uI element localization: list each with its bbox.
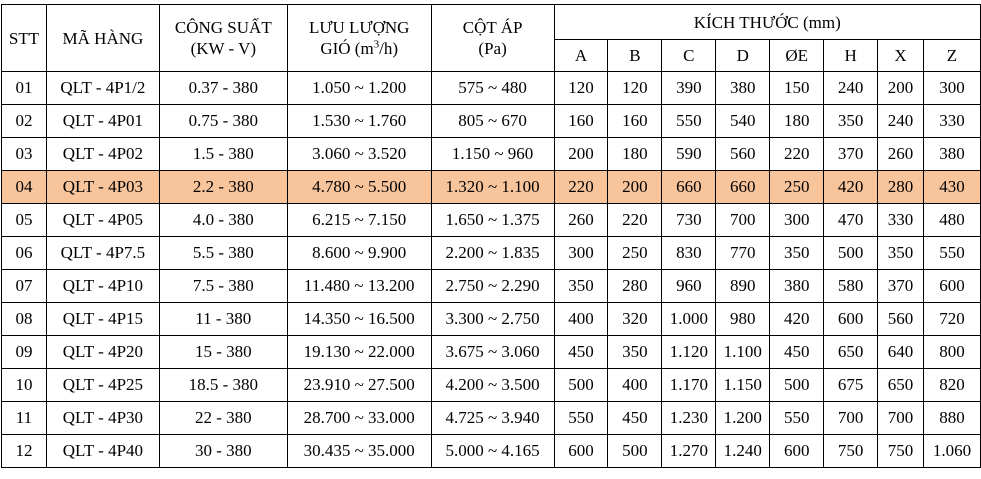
cell-dim-c: 390 <box>662 72 716 105</box>
header-row-1 <box>2 5 981 40</box>
cell-luu-luong: 19.130 ~ 22.000 <box>287 336 431 369</box>
cell-dim-z: 480 <box>923 204 980 237</box>
cell-stt: 04 <box>2 171 47 204</box>
cell-cong-suat: 15 - 380 <box>159 336 287 369</box>
cell-luu-luong: 4.780 ~ 5.500 <box>287 171 431 204</box>
cell-dim-x: 370 <box>878 270 924 303</box>
cell-dim-c: 830 <box>662 237 716 270</box>
table-row <box>2 402 981 435</box>
cell-dim-oe: 220 <box>770 138 824 171</box>
cell-cong-suat: 4.0 - 380 <box>159 204 287 237</box>
cell-luu-luong: 23.910 ~ 27.500 <box>287 369 431 402</box>
header-dim-c: C <box>662 40 716 72</box>
cell-dim-b: 280 <box>608 270 662 303</box>
cell-dim-c: 1.120 <box>662 336 716 369</box>
cell-dim-d: 560 <box>716 138 770 171</box>
table-row <box>2 72 981 105</box>
cell-dim-h: 650 <box>824 336 878 369</box>
cell-dim-x: 750 <box>878 435 924 468</box>
cell-dim-b: 350 <box>608 336 662 369</box>
cell-dim-c: 1.170 <box>662 369 716 402</box>
cell-stt: 01 <box>2 72 47 105</box>
cell-dim-b: 120 <box>608 72 662 105</box>
cell-dim-z: 880 <box>923 402 980 435</box>
header-dim-h: H <box>824 40 878 72</box>
cell-dim-x: 330 <box>878 204 924 237</box>
table-row <box>2 204 981 237</box>
header-dim-z: Z <box>923 40 980 72</box>
cell-stt: 12 <box>2 435 47 468</box>
cell-ma-hang: QLT - 4P02 <box>46 138 159 171</box>
cell-dim-b: 160 <box>608 105 662 138</box>
table-row <box>2 270 981 303</box>
cell-cong-suat: 7.5 - 380 <box>159 270 287 303</box>
cell-dim-d: 540 <box>716 105 770 138</box>
cell-dim-z: 550 <box>923 237 980 270</box>
cell-dim-a: 160 <box>554 105 608 138</box>
table-row <box>2 435 981 468</box>
cell-dim-a: 550 <box>554 402 608 435</box>
cell-dim-oe: 450 <box>770 336 824 369</box>
cell-dim-d: 660 <box>716 171 770 204</box>
cell-ma-hang: QLT - 4P25 <box>46 369 159 402</box>
cell-dim-h: 470 <box>824 204 878 237</box>
cell-dim-c: 1.230 <box>662 402 716 435</box>
cell-dim-h: 675 <box>824 369 878 402</box>
cell-dim-a: 260 <box>554 204 608 237</box>
table-row <box>2 105 981 138</box>
cell-dim-d: 980 <box>716 303 770 336</box>
table-row <box>2 237 981 270</box>
header-cot-ap-line1: CỘT ÁP <box>462 18 523 37</box>
cell-dim-x: 280 <box>878 171 924 204</box>
cell-stt: 11 <box>2 402 47 435</box>
cell-cong-suat: 22 - 380 <box>159 402 287 435</box>
table-body <box>2 72 981 468</box>
cell-dim-z: 330 <box>923 105 980 138</box>
cell-cot-ap: 2.750 ~ 2.290 <box>431 270 554 303</box>
cell-dim-a: 500 <box>554 369 608 402</box>
header-cong-suat-line1: CÔNG SUẤT <box>174 18 272 37</box>
cell-dim-x: 350 <box>878 237 924 270</box>
cell-luu-luong: 11.480 ~ 13.200 <box>287 270 431 303</box>
cell-dim-z: 600 <box>923 270 980 303</box>
cell-ma-hang: QLT - 4P01 <box>46 105 159 138</box>
cell-ma-hang: QLT - 4P30 <box>46 402 159 435</box>
cell-stt: 05 <box>2 204 47 237</box>
cell-dim-x: 240 <box>878 105 924 138</box>
cell-dim-x: 650 <box>878 369 924 402</box>
header-luu-luong-line2-sup: 3 <box>373 38 380 51</box>
cell-dim-a: 200 <box>554 138 608 171</box>
cell-dim-h: 350 <box>824 105 878 138</box>
cell-dim-c: 1.270 <box>662 435 716 468</box>
cell-luu-luong: 3.060 ~ 3.520 <box>287 138 431 171</box>
cell-ma-hang: QLT - 4P40 <box>46 435 159 468</box>
cell-dim-d: 1.200 <box>716 402 770 435</box>
cell-dim-x: 200 <box>878 72 924 105</box>
cell-dim-c: 660 <box>662 171 716 204</box>
table-row <box>2 138 981 171</box>
cell-dim-b: 450 <box>608 402 662 435</box>
cell-dim-b: 400 <box>608 369 662 402</box>
cell-luu-luong: 1.050 ~ 1.200 <box>287 72 431 105</box>
cell-stt: 06 <box>2 237 47 270</box>
header-luu-luong-line2-pre: GIÓ (m <box>320 39 374 58</box>
cell-dim-d: 380 <box>716 72 770 105</box>
cell-dim-c: 1.000 <box>662 303 716 336</box>
cell-cot-ap: 2.200 ~ 1.835 <box>431 237 554 270</box>
cell-dim-d: 700 <box>716 204 770 237</box>
cell-dim-h: 700 <box>824 402 878 435</box>
cell-cong-suat: 11 - 380 <box>159 303 287 336</box>
header-luu-luong-line2-post: /h) <box>379 39 399 58</box>
header-dim-oe: ØE <box>770 40 824 72</box>
cell-dim-a: 450 <box>554 336 608 369</box>
cell-dim-oe: 550 <box>770 402 824 435</box>
cell-dim-a: 400 <box>554 303 608 336</box>
cell-cot-ap: 1.150 ~ 960 <box>431 138 554 171</box>
cell-dim-a: 220 <box>554 171 608 204</box>
cell-dim-c: 550 <box>662 105 716 138</box>
cell-dim-z: 300 <box>923 72 980 105</box>
cell-cot-ap: 1.650 ~ 1.375 <box>431 204 554 237</box>
cell-cong-suat: 18.5 - 380 <box>159 369 287 402</box>
cell-luu-luong: 30.435 ~ 35.000 <box>287 435 431 468</box>
cell-cot-ap: 3.675 ~ 3.060 <box>431 336 554 369</box>
cell-dim-z: 430 <box>923 171 980 204</box>
cell-cot-ap: 575 ~ 480 <box>431 72 554 105</box>
cell-stt: 02 <box>2 105 47 138</box>
cell-dim-b: 220 <box>608 204 662 237</box>
cell-cot-ap: 1.320 ~ 1.100 <box>431 171 554 204</box>
table-row <box>2 369 981 402</box>
table-row <box>2 336 981 369</box>
cell-stt: 03 <box>2 138 47 171</box>
cell-cot-ap: 4.200 ~ 3.500 <box>431 369 554 402</box>
header-dim-x: X <box>878 40 924 72</box>
cell-luu-luong: 6.215 ~ 7.150 <box>287 204 431 237</box>
cell-dim-h: 240 <box>824 72 878 105</box>
cell-dim-d: 1.150 <box>716 369 770 402</box>
cell-cong-suat: 2.2 - 380 <box>159 171 287 204</box>
cell-dim-d: 890 <box>716 270 770 303</box>
cell-dim-h: 420 <box>824 171 878 204</box>
cell-dim-d: 770 <box>716 237 770 270</box>
cell-cot-ap: 805 ~ 670 <box>431 105 554 138</box>
cell-dim-x: 640 <box>878 336 924 369</box>
spec-table <box>1 4 981 468</box>
header-stt: STT <box>2 5 47 72</box>
cell-cong-suat: 0.75 - 380 <box>159 105 287 138</box>
cell-cong-suat: 5.5 - 380 <box>159 237 287 270</box>
cell-dim-b: 180 <box>608 138 662 171</box>
header-kich-thuoc: KÍCH THƯỚC (mm) <box>554 5 980 40</box>
cell-dim-z: 380 <box>923 138 980 171</box>
cell-ma-hang: QLT - 4P7.5 <box>46 237 159 270</box>
cell-dim-b: 500 <box>608 435 662 468</box>
cell-dim-x: 260 <box>878 138 924 171</box>
cell-stt: 09 <box>2 336 47 369</box>
cell-ma-hang: QLT - 4P05 <box>46 204 159 237</box>
cell-ma-hang: QLT - 4P03 <box>46 171 159 204</box>
cell-dim-x: 560 <box>878 303 924 336</box>
cell-dim-h: 370 <box>824 138 878 171</box>
cell-dim-a: 300 <box>554 237 608 270</box>
cell-ma-hang: QLT - 4P10 <box>46 270 159 303</box>
cell-dim-d: 1.100 <box>716 336 770 369</box>
table-row <box>2 303 981 336</box>
cell-dim-oe: 500 <box>770 369 824 402</box>
cell-dim-z: 1.060 <box>923 435 980 468</box>
cell-dim-oe: 250 <box>770 171 824 204</box>
cell-cot-ap: 4.725 ~ 3.940 <box>431 402 554 435</box>
cell-stt: 10 <box>2 369 47 402</box>
header-dim-d: D <box>716 40 770 72</box>
cell-dim-c: 960 <box>662 270 716 303</box>
cell-dim-x: 700 <box>878 402 924 435</box>
cell-dim-z: 820 <box>923 369 980 402</box>
cell-dim-oe: 350 <box>770 237 824 270</box>
cell-dim-a: 120 <box>554 72 608 105</box>
cell-dim-c: 590 <box>662 138 716 171</box>
cell-stt: 08 <box>2 303 47 336</box>
cell-luu-luong: 28.700 ~ 33.000 <box>287 402 431 435</box>
cell-dim-h: 580 <box>824 270 878 303</box>
header-cong-suat-line2: (KW - V) <box>190 39 257 58</box>
cell-cong-suat: 1.5 - 380 <box>159 138 287 171</box>
cell-ma-hang: QLT - 4P15 <box>46 303 159 336</box>
cell-cong-suat: 0.37 - 380 <box>159 72 287 105</box>
cell-dim-oe: 600 <box>770 435 824 468</box>
header-dim-a: A <box>554 40 608 72</box>
header-luu-luong-line1: LƯU LƯỢNG <box>308 18 410 37</box>
cell-dim-oe: 150 <box>770 72 824 105</box>
cell-dim-a: 600 <box>554 435 608 468</box>
header-luu-luong-line2 <box>288 38 431 59</box>
header-ma-hang: MÃ HÀNG <box>46 5 159 72</box>
cell-stt: 07 <box>2 270 47 303</box>
cell-luu-luong: 8.600 ~ 9.900 <box>287 237 431 270</box>
table-row <box>2 171 981 204</box>
header-cot-ap-line2: (Pa) <box>478 39 507 58</box>
cell-dim-b: 320 <box>608 303 662 336</box>
header-cot-ap <box>431 5 554 72</box>
cell-dim-h: 750 <box>824 435 878 468</box>
cell-cong-suat: 30 - 380 <box>159 435 287 468</box>
cell-cot-ap: 5.000 ~ 4.165 <box>431 435 554 468</box>
cell-dim-h: 600 <box>824 303 878 336</box>
cell-dim-d: 1.240 <box>716 435 770 468</box>
cell-dim-h: 500 <box>824 237 878 270</box>
cell-cot-ap: 3.300 ~ 2.750 <box>431 303 554 336</box>
cell-ma-hang: QLT - 4P1/2 <box>46 72 159 105</box>
cell-luu-luong: 14.350 ~ 16.500 <box>287 303 431 336</box>
cell-dim-b: 200 <box>608 171 662 204</box>
cell-dim-a: 350 <box>554 270 608 303</box>
cell-dim-b: 250 <box>608 237 662 270</box>
cell-dim-oe: 420 <box>770 303 824 336</box>
header-dim-b: B <box>608 40 662 72</box>
cell-dim-oe: 180 <box>770 105 824 138</box>
table-header <box>2 5 981 72</box>
cell-dim-z: 720 <box>923 303 980 336</box>
header-cong-suat <box>159 5 287 72</box>
cell-dim-c: 730 <box>662 204 716 237</box>
cell-dim-oe: 380 <box>770 270 824 303</box>
cell-dim-oe: 300 <box>770 204 824 237</box>
cell-luu-luong: 1.530 ~ 1.760 <box>287 105 431 138</box>
header-luu-luong <box>287 5 431 72</box>
cell-dim-z: 800 <box>923 336 980 369</box>
cell-ma-hang: QLT - 4P20 <box>46 336 159 369</box>
